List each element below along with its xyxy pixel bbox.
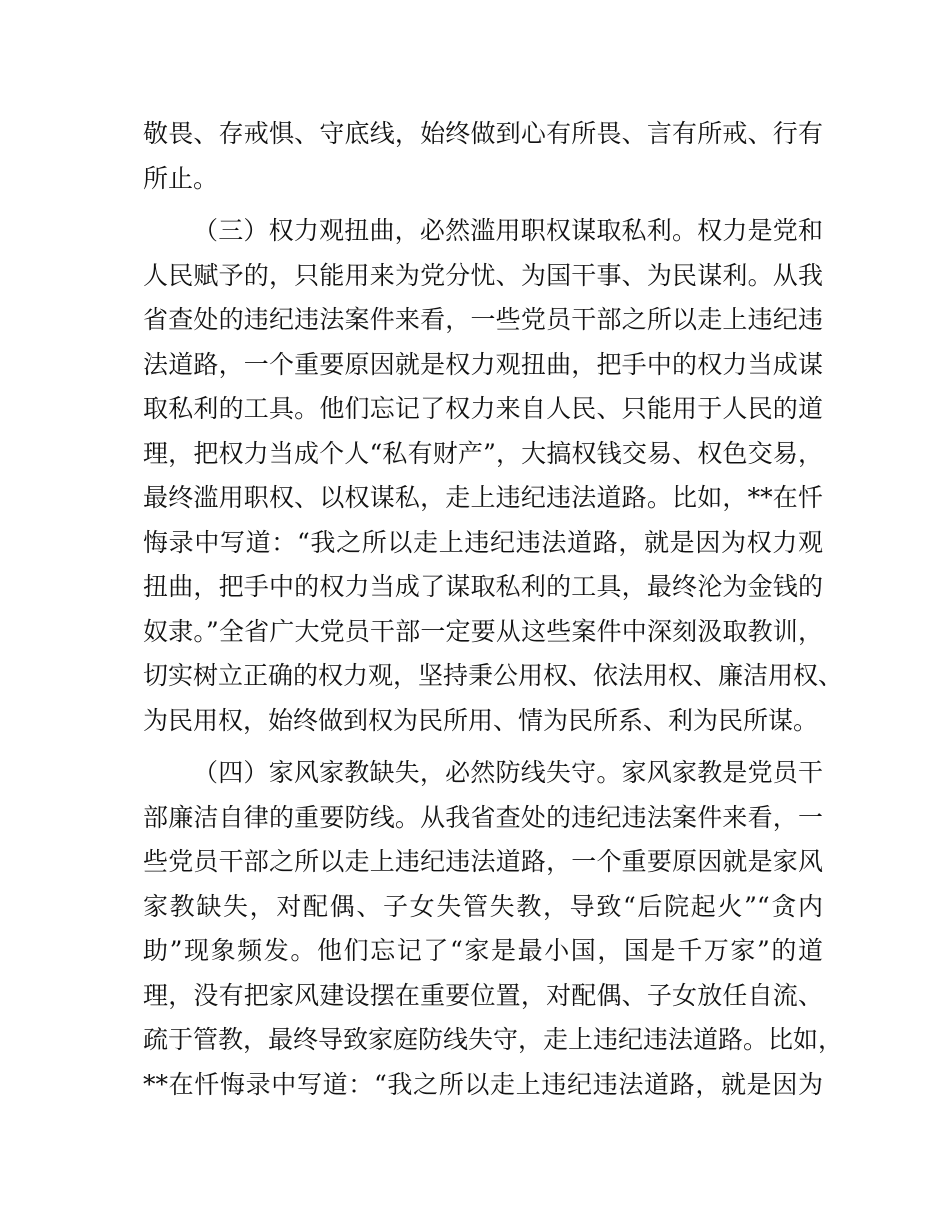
text-line: （三）权力观扭曲，必然滥用职权谋取私利。权力是党和 xyxy=(193,216,823,245)
paragraph-gap xyxy=(143,201,823,209)
text-line: 法道路，一个重要原因就是权力观扭曲，把手中的权力当成谋 xyxy=(143,349,823,379)
paragraph-continuation xyxy=(143,112,823,201)
text-line: 理，没有把家风建设摆在重要位置，对配偶、子女放任自流、 xyxy=(143,980,823,1010)
text-line: 为民用权，始终做到权为民所用、情为民所系、利为民所谋。 xyxy=(143,705,819,735)
text-line: 取私利的工具。他们忘记了权力来自人民、只能用于人民的道 xyxy=(143,394,823,423)
text-line: 省查处的违纪违法案件来看，一些党员干部之所以走上违纪违 xyxy=(143,305,823,334)
text-line: 所止。 xyxy=(143,163,219,193)
paragraph-section-four xyxy=(143,751,844,1107)
text-line: **在忏悔录中写道：“我之所以走上违纪违法道路，就是因为 xyxy=(143,1069,823,1099)
text-line: 助”现象频发。他们忘记了“家是最小国，国是千万家”的道 xyxy=(143,936,823,965)
text-line: 扭曲，把手中的权力当成了谋取私利的工具，最终沦为金钱的 xyxy=(143,572,823,601)
text-line: 最终滥用职权、以权谋私，走上违纪违法道路。比如，**在忏 xyxy=(143,483,823,512)
text-line: 理，把权力当成个人“私有财产”，大搞权钱交易、权色交易， xyxy=(143,438,823,468)
paragraph-section-three xyxy=(143,209,844,743)
text-line: 疏于管教，最终导致家庭防线失守，走上违纪违法道路。比如， xyxy=(143,1025,844,1054)
body-text xyxy=(143,112,844,1107)
text-line: 家教缺失，对配偶、子女失管失教，导致“后院起火”“贪内 xyxy=(143,891,823,921)
text-line: 部廉洁自律的重要防线。从我省查处的违纪违法案件来看，一 xyxy=(143,802,823,832)
text-line: 敬畏、存戒惧、守底线，始终做到心有所畏、言有所戒、行有 xyxy=(143,119,823,148)
text-line: 些党员干部之所以走上违纪违法道路，一个重要原因就是家风 xyxy=(143,847,823,876)
text-line: 人民赋予的，只能用来为党分忧、为国干事、为民谋利。从我 xyxy=(143,260,823,290)
text-line: 切实树立正确的权力观，坚持秉公用权、依法用权、廉洁用权、 xyxy=(143,661,844,690)
text-line: 奴隶。”全省广大党员干部一定要从这些案件中深刻汲取教训， xyxy=(143,616,823,646)
text-line: 悔录中写道：“我之所以走上违纪违法道路，就是因为权力观 xyxy=(143,527,823,557)
paragraph-gap xyxy=(143,743,823,751)
text-line: （四）家风家教缺失，必然防线失守。家风家教是党员干 xyxy=(193,758,823,787)
